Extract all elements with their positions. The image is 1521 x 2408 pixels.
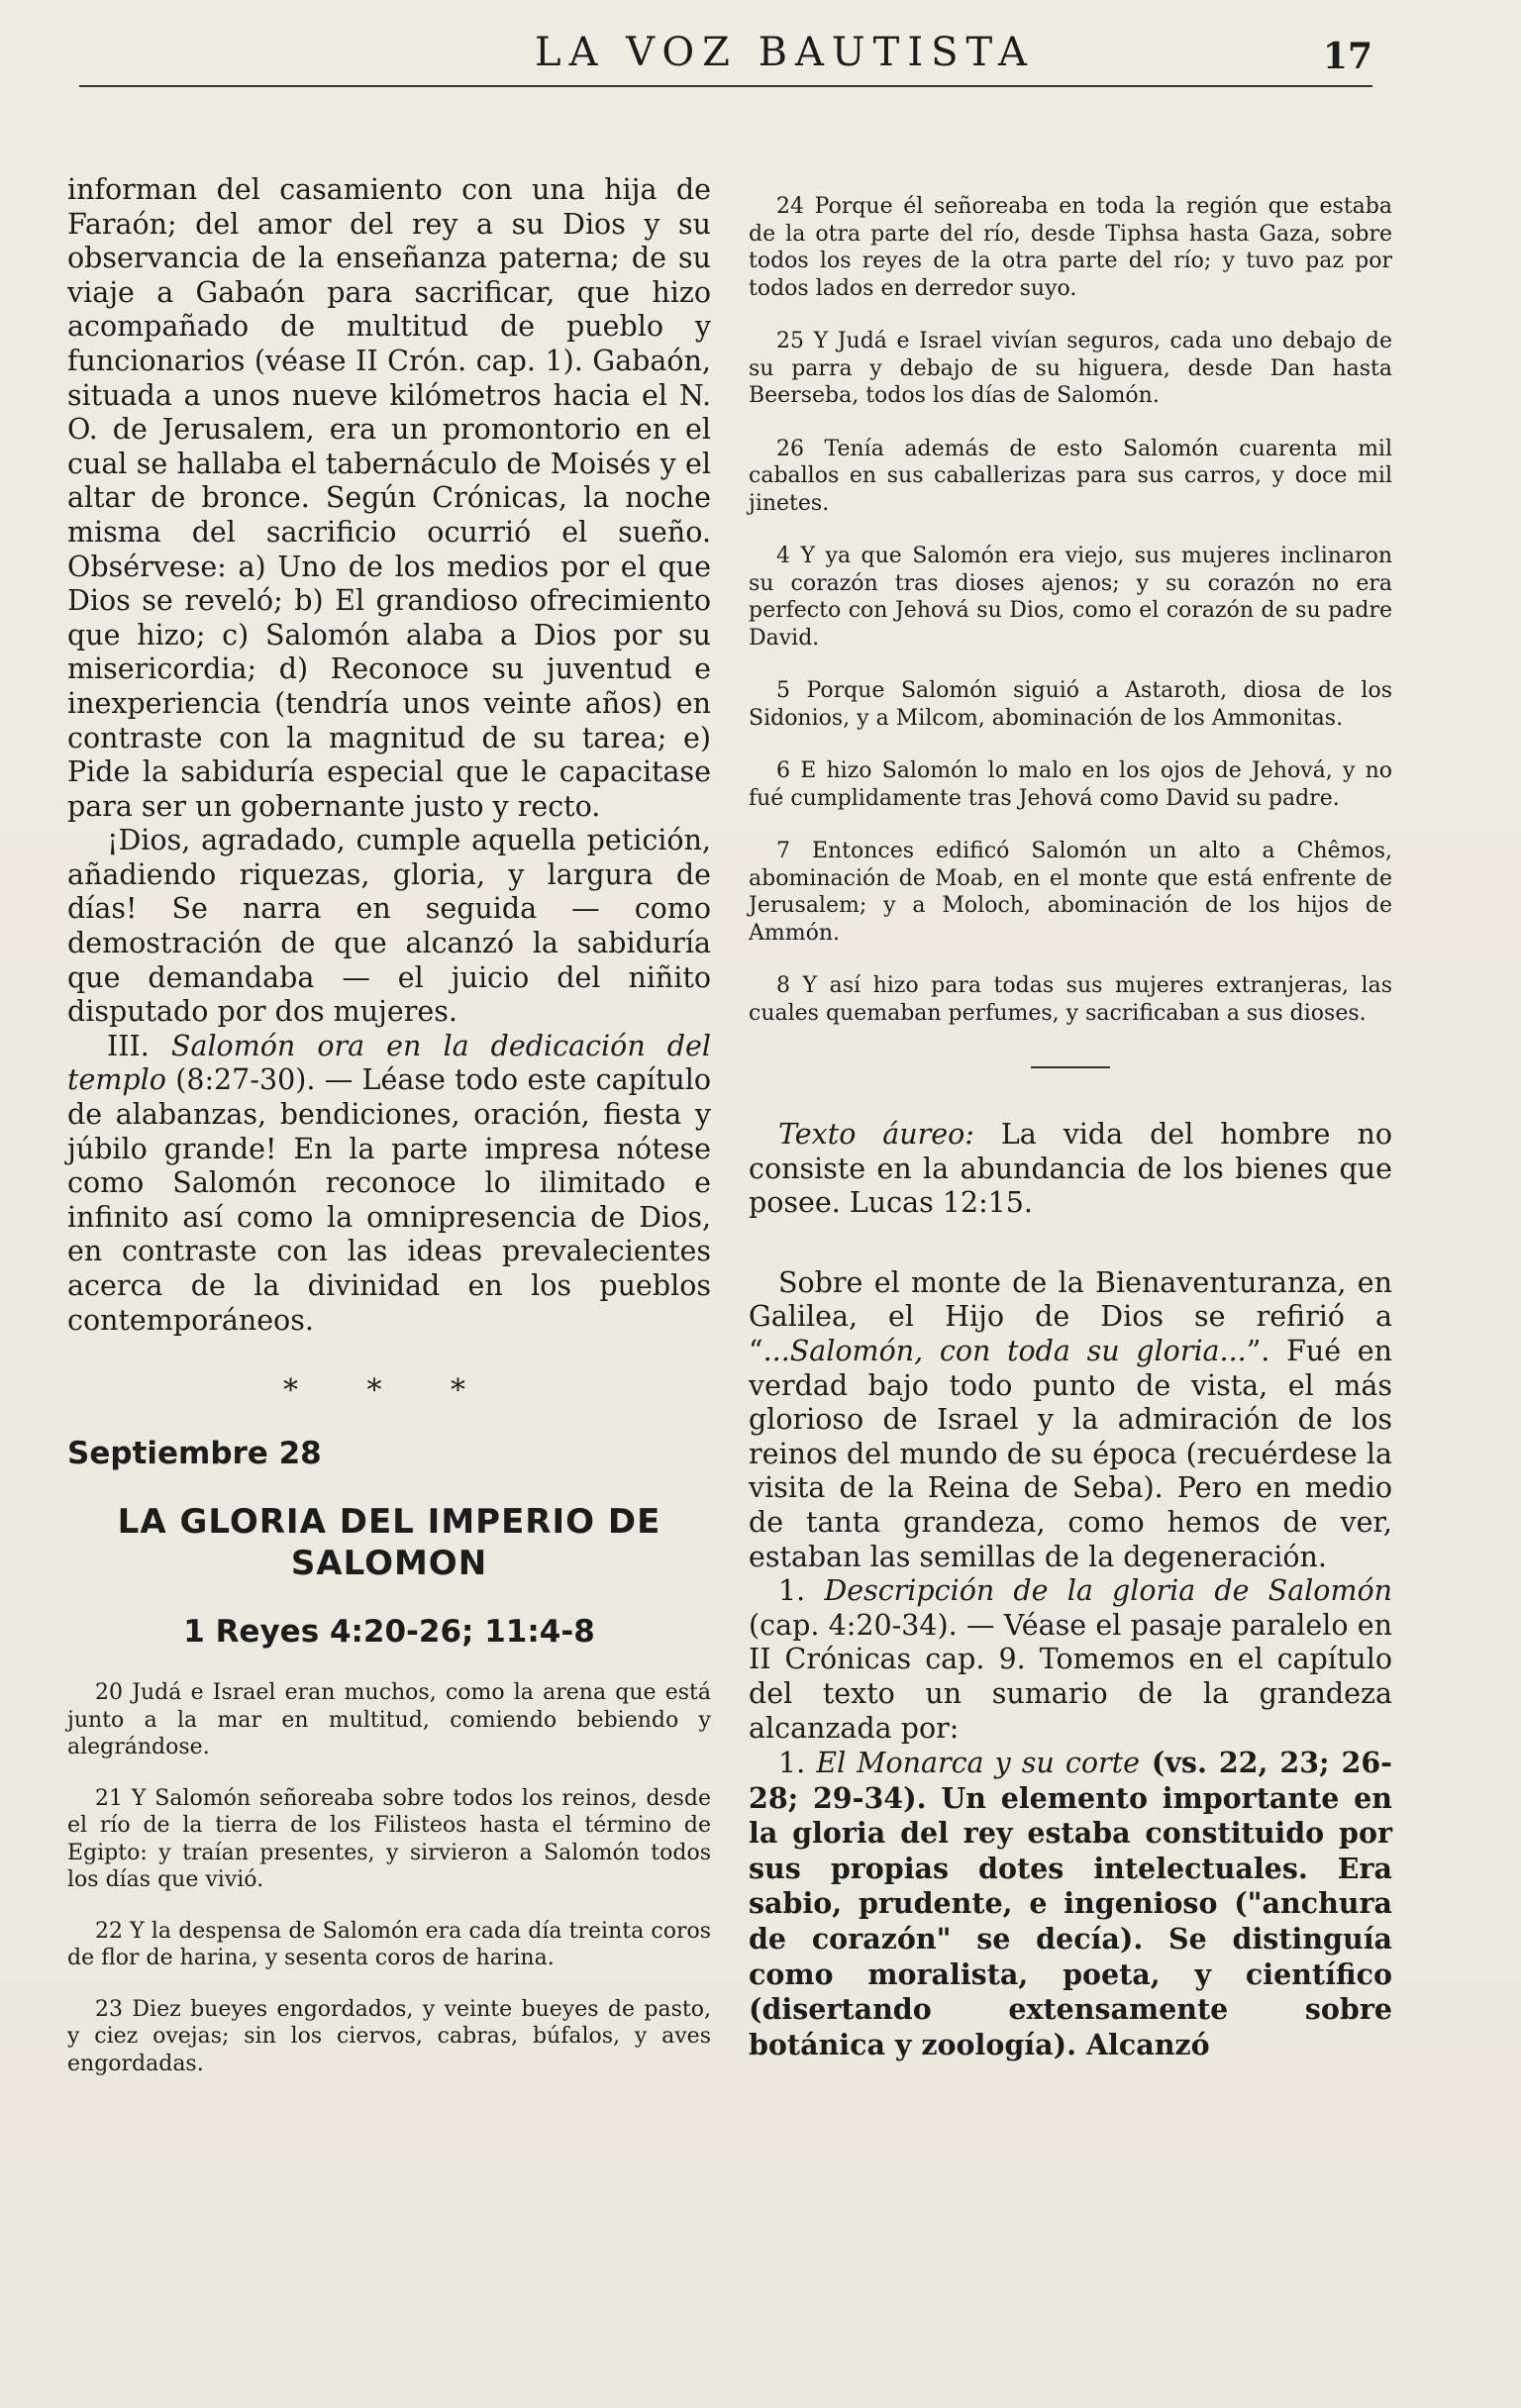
publication-title: LA VOZ BAUTISTA xyxy=(535,30,1035,75)
bible-verse: 7 Entonces edificó Salomón un alto a Chêmos, abominación de Moab, en el monte que está enfrente de Jerusalem; y a Moloch, abominación de los hijos de Ammón. xyxy=(749,839,1392,946)
section-heading: El Monarca y su corte xyxy=(816,1747,1140,1780)
page-number: 17 xyxy=(1322,36,1372,77)
body-paragraph xyxy=(749,1266,1392,1574)
page-header xyxy=(79,30,1372,89)
section-heading: Descripción de la gloria de Salomón xyxy=(824,1574,1392,1608)
paragraph-text: Sobre el monte de la Bienaventuranza, en Galilea, el Hijo de Dios se refirió a “ xyxy=(749,1265,1392,1367)
body-paragraph: ¡Dios, agradado, cumple aquella petición, añadiendo riquezas, gloria, y largura de días! Se narra en seguida — como demostración de que alcanzó la sabiduría que demandaba — el juicio del niñito disputado por dos mujeres. xyxy=(67,824,711,1029)
section-divider: * * * xyxy=(282,1373,496,1409)
bible-verse: 23 Diez bueyes engordados, y veinte bueyes de pasto, y ciez ovejas; sin los ciervos, cabras, búfalos, y aves engordadas. xyxy=(67,1996,711,2076)
golden-text xyxy=(749,1118,1392,1221)
body-paragraph xyxy=(67,1030,711,1338)
bible-verse: 8 Y así hizo para todas sus mujeres extranjeras, las cuales quemaban perfumes, y sacrificaban a sus dioses. xyxy=(749,973,1392,1026)
section-number: 1. xyxy=(778,1574,825,1608)
section-text: (8:27-30). — Léase todo este capítulo de alabanzas, bendiciones, oración, fiesta y júbilo grande! En la parte impresa nótese como Salomón reconoce lo ilimitado e infinito así como la omnipresencia de Dios, en contraste con las ideas prevalecientes acerca de la divinidad en los pueblos contemporáneos. xyxy=(67,1063,711,1337)
bible-verse: 6 E hizo Salomón lo malo en los ojos de Jehová, y no fué cumplidamente tras Jehová como David su padre. xyxy=(749,758,1392,811)
section-number: 1. xyxy=(778,1747,817,1780)
body-paragraph xyxy=(749,1746,1392,2062)
section-number: III. xyxy=(107,1029,171,1062)
golden-text-label: Texto áureo: xyxy=(778,1118,974,1151)
scripture-reference: 1 Reyes 4:20-26; 11:4-8 xyxy=(183,1614,595,1651)
body-paragraph: informan del casamiento con una hija de Faraón; del amor del rey a su Dios y su observancia de la enseñanza paterna; de su viaje a Gabaón para sacrificar, que hizo acompañado de multitud de pueblo y funcionarios (véase II Crón. cap. 1). Gabaón, situada a unos nueve kilómetros hacia el N. O. de Jerusalem, era un promontorio en el cual se hallaba el tabernáculo de Moisés y el altar de bronce. Según Crónicas, la noche misma del sacrificio ocurrió el sueño. Obsérvese: a) Uno de los medios por el que Dios se reveló; b) El grandioso ofrecimiento que hizo; c) Salomón alaba a Dios por su misericordia; d) Reconoce su juventud e inexperiencia (tendría unos veinte años) en contraste con la magnitud de su tarea; e) Pide la sabiduría especial que le capacitase para ser un gobernante justo y recto. xyxy=(67,173,711,823)
section-heading: Salomón ora en la dedicación del templo xyxy=(67,1029,711,1097)
bible-verse: 21 Y Salomón señoreaba sobre todos los reinos, desde el río de la tierra de los Filisteos hasta el término de Egipto: y traían presentes, y sirvieron a Salomón todos los días que vivió. xyxy=(67,1785,711,1893)
section-text: (vs. 22, 23; 26-28; 29-34). Un elemento importante en la gloria del rey estaba constituido por sus propias dotes intelectuales. Era sabio, prudente, e ingenioso ("anchura de corazón" se decía). Se distinguía como moralista, poeta, y científico (disertando extensamente sobre botánica y zoología). Alcanzó xyxy=(749,1746,1392,2061)
bible-verse: 25 Y Judá e Israel vivían seguros, cada uno debajo de su parra y debajo de su higuera, desde Dan hasta Beerseba, todos los días de Salomón. xyxy=(749,329,1392,408)
golden-text-body: La vida del hombre no consiste en la abundancia de los bienes que posee. Lucas 12:15. xyxy=(749,1118,1392,1220)
section-text: (cap. 4:20-34). — Véase el pasaje paralelo en II Crónicas cap. 9. Tomemos en el capítulo del texto un sumario de la grandeza alcanzada por: xyxy=(749,1608,1392,1745)
bible-verse: 20 Judá e Israel eran muchos, como la arena que está junto a la mar en multitud, comiendo bebiendo y alegrándose. xyxy=(67,1680,711,1760)
quoted-phrase: ...Salomón, con toda su gloria... xyxy=(762,1334,1247,1367)
lesson-title: LA GLORIA DEL IMPERIO DE SALOMON xyxy=(117,1502,661,1584)
bible-verse: 5 Porque Salomón siguió a Astaroth, diosa de los Sidonios, y a Milcom, abominación de los Ammonitas. xyxy=(749,678,1392,731)
short-divider-rule xyxy=(1031,1066,1110,1068)
right-column xyxy=(749,193,1392,2062)
paragraph-text: ”. Fué en verdad bajo todo punto de vista, el más glorioso de Israel y la admiración de los reinos del mundo de su época (recuérdese la visita de la Reina de Seba). Pero en medio de tanta grandeza, como hemos de ver, estaban las semillas de la degeneración. xyxy=(749,1334,1393,1573)
header-rule xyxy=(79,85,1372,87)
bible-verse: 4 Y ya que Salomón era viejo, sus mujeres inclinaron su corazón tras dioses ajenos; y su corazón no era perfecto con Jehová su Dios, como el corazón de su padre David. xyxy=(749,544,1392,651)
lesson-date: Septiembre 28 xyxy=(67,1436,322,1472)
bible-verse: 26 Tenía además de esto Salomón cuarenta mil caballos en sus caballerizas para sus carros, y doce mil jinetes. xyxy=(749,436,1392,516)
left-column xyxy=(67,173,711,2101)
bible-verse: 22 Y la despensa de Salomón era cada día treinta coros de flor de harina, y sesenta coros de harina. xyxy=(67,1918,711,1971)
body-paragraph xyxy=(749,1574,1392,1746)
bible-verse: 24 Porque él señoreaba en toda la región que estaba de la otra parte del río, desde Tiphsa hasta Gaza, sobre todos los reyes de la otra parte del río; y tuvo paz por todos lados en derredor suyo. xyxy=(749,194,1392,301)
